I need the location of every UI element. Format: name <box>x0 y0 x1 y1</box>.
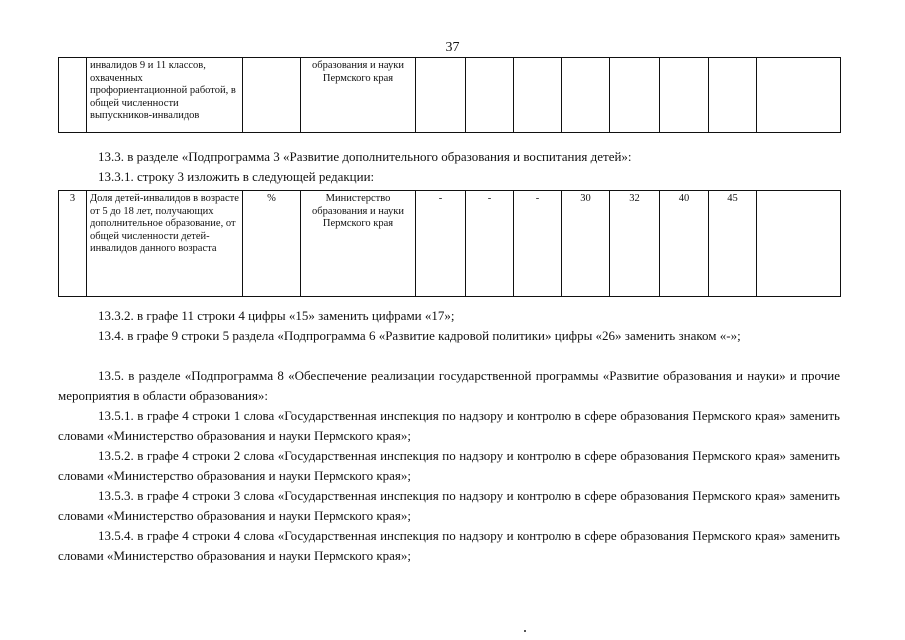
cell-value: - <box>416 191 466 297</box>
page-number: 37 <box>445 40 460 55</box>
table-row <box>59 191 841 297</box>
cell-value: - <box>466 191 514 297</box>
cell-value <box>610 58 660 133</box>
cell-unit: % <box>243 191 301 297</box>
scan-speck <box>524 630 526 632</box>
cell-unit <box>243 58 301 133</box>
cell-value <box>660 58 709 133</box>
cell-value <box>562 58 610 133</box>
paragraph-13-5-1: 13.5.1. в графе 4 строки 1 слова «Государственная инспекция по надзору и контролю в сфере образования Пермского края» заменить словами «Министерство образования и науки Пермского края»; <box>58 408 840 443</box>
table-row <box>59 58 841 133</box>
cell-value: - <box>514 191 562 297</box>
cell-indicator: инвалидов 9 и 11 классов, охваченных профориентационной работой, в общей численности выпускников-инвалидов <box>87 58 243 133</box>
cell-value: 30 <box>562 191 610 297</box>
table-new-row-3 <box>58 190 841 297</box>
cell-value: 32 <box>610 191 660 297</box>
table-continuation <box>58 57 841 133</box>
paragraph-13-5: 13.5. в разделе «Подпрограмма 8 «Обеспечение реализации государственной программы «Развитие образования и науки» и прочие мероприятия в области образования»: <box>58 368 840 403</box>
cell-value: 45 <box>709 191 757 297</box>
paragraph-13-4: 13.4. в графе 9 строки 5 раздела «Подпрограмма 6 «Развитие кадровой политики» цифры «26» заменить знаком «-»; <box>98 328 741 343</box>
cell-value <box>757 58 841 133</box>
cell-executor: образования и науки Пермского края <box>301 58 416 133</box>
paragraph-13-5-4: 13.5.4. в графе 4 строки 4 слова «Государственная инспекция по надзору и контролю в сфере образования Пермского края» заменить словами «Министерство образования и науки Пермского края»; <box>58 528 840 563</box>
cell-value <box>466 58 514 133</box>
paragraph-13-3-1: 13.3.1. строку 3 изложить в следующей редакции: <box>98 169 375 184</box>
paragraph-13-3: 13.3. в разделе «Подпрограмма 3 «Развитие дополнительного образования и воспитания детей»: <box>98 149 632 164</box>
cell-value <box>709 58 757 133</box>
cell-executor: Министерство образования и науки Пермского края <box>301 191 416 297</box>
cell-number: 3 <box>59 191 87 297</box>
cell-value <box>416 58 466 133</box>
cell-value: 40 <box>660 191 709 297</box>
cell-number <box>59 58 87 133</box>
paragraph-13-5-2: 13.5.2. в графе 4 строки 2 слова «Государственная инспекция по надзору и контролю в сфере образования Пермского края» заменить словами «Министерство образования и науки Пермского края»; <box>58 448 840 483</box>
paragraph-13-3-2: 13.3.2. в графе 11 строки 4 цифры «15» заменить цифрами «17»; <box>98 308 455 323</box>
cell-value <box>757 191 841 297</box>
cell-value <box>514 58 562 133</box>
cell-indicator: Доля детей-инвалидов в возрасте от 5 до 18 лет, получающих дополнительное образование, от общей численности детей-инвалидов данного возраста <box>87 191 243 297</box>
paragraph-13-5-3: 13.5.3. в графе 4 строки 3 слова «Государственная инспекция по надзору и контролю в сфере образования Пермского края» заменить словами «Министерство образования и науки Пермского края»; <box>58 488 840 523</box>
